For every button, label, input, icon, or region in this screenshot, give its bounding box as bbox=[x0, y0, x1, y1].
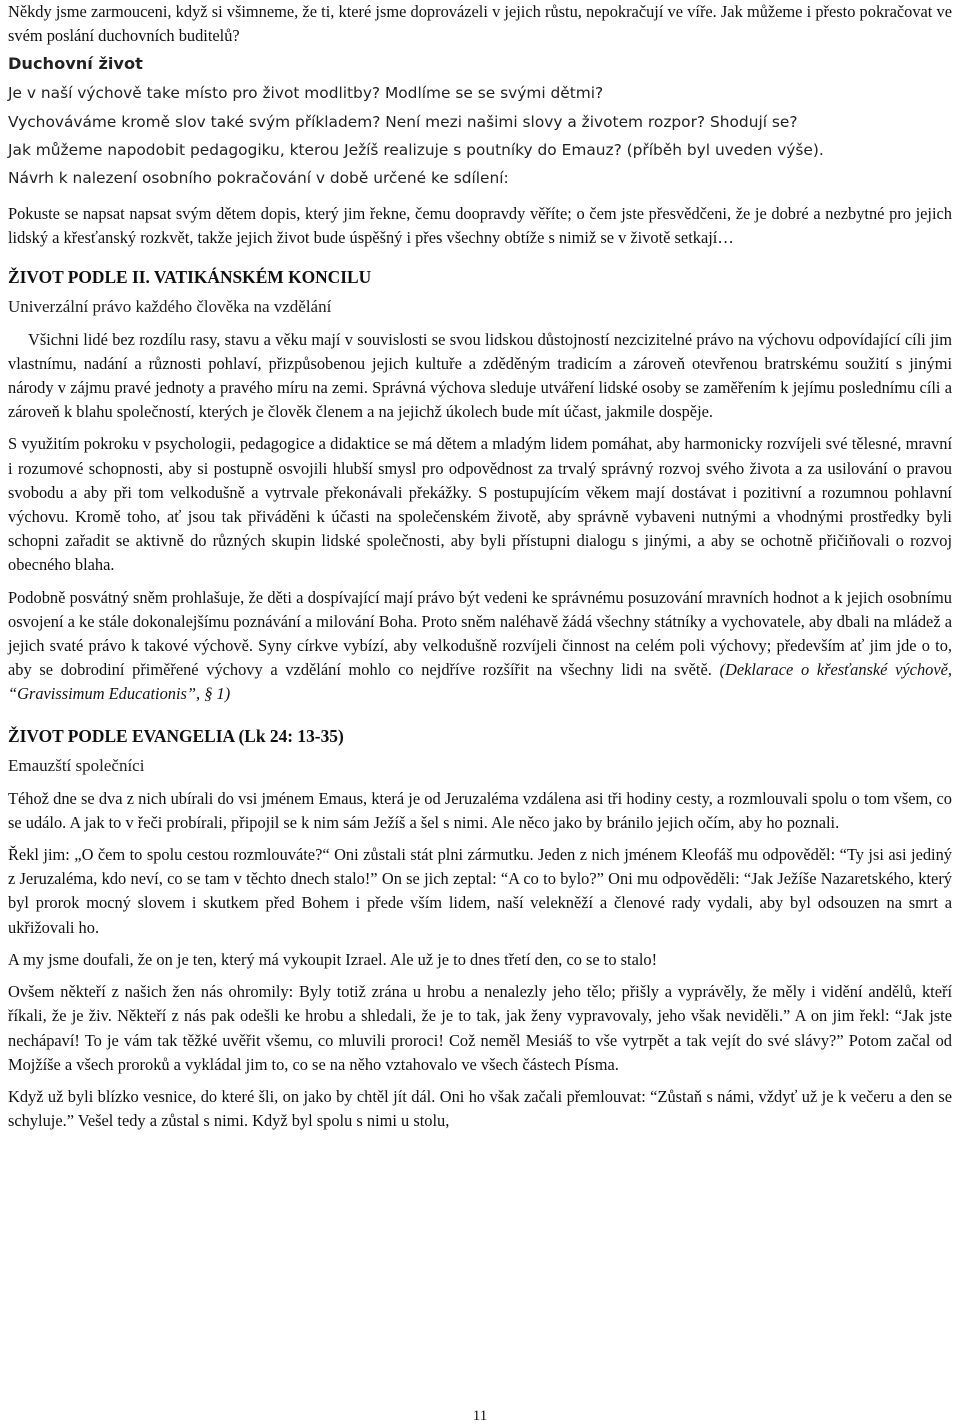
vatican-paragraph-1 bbox=[8, 328, 952, 425]
vatican-paragraph-2: S využitím pokroku v psychologii, pedagogice a didaktice se má dětem a mladým lidem pomáhat, aby harmonicky rozvíjeli své tělesné, mravní i rozumové schopnosti, aby si postupně osvojili hlubší smysl pro odpovědnost za trvalý správný rozvoj svého života a za usilování o pravou svobodu a aby při tom velkodušně a vytrvale překonávali překážky. S postupujícím věkem mají dostávat i pozitivní a rozumnou pohlavní výchovu. Kromě toho, ať jsou tak přiváděni k účasti na společenském životě, aby správně vybaveni nutnými a vhodnými prostředky byli schopni zařadit se aktivně do různých skupin lidské společnosti, aby byli přístupni dialogu s jinými, a aby se ochotně přičiňovali o rozvoj obecného blaha. bbox=[8, 434, 952, 575]
gospel-paragraph-3: A my jsme doufali, že on je ten, který má vykoupit Izrael. Ale už je to dnes třetí den, co se to stalo! bbox=[8, 949, 658, 969]
gospel-subheading: Emauzští společníci bbox=[8, 755, 145, 775]
spiritual-life-heading: Duchovní život bbox=[8, 54, 143, 74]
vatican-subheading: Univerzální právo každého člověka na vzdělání bbox=[8, 296, 332, 316]
gospel-paragraph-5: Když už byli blízko vesnice, do které šli, on jako by chtěl jít dál. Oni ho však začali přemlouvat: “Zůstaň s námi, vždyť už je k večeru a den se schyluje.” Vešel tedy a zůstal s nimi. Když byl spolu s nimi u stolu, bbox=[8, 1086, 952, 1131]
letter-suggestion-paragraph: Pokuste se napsat napsat svým dětem dopis, který jim řekne, čemu doopravdy věříte; o čem jste přesvědčeni, že je dobré a nezbytné pro jejich lidský a křesťanský rozkvět, takže jejich život bude úspěšný i přes všechny obtíže s nimiž se v životě setkají… bbox=[8, 204, 952, 248]
question-prayer: Je v naší výchově take místo pro život modlitby? Modlíme se se svými dětmi? bbox=[8, 84, 604, 103]
intro-paragraph: Někdy jsme zarmouceni, když si všimneme, že ti, které jsme doprovázeli v jejich růstu, nepokračují ve víře. Jak můžeme i přesto pokračovat ve svém poslání duchovních buditelů? bbox=[8, 2, 952, 46]
vatican-citation: (Deklarace o křesťanské výchově, “Gravissimum Educationis”, § 1) bbox=[8, 660, 952, 704]
question-example: Vychováváme kromě slov také svým příkladem? Není mezi našimi slovy a životem rozpor? Shodují se? bbox=[8, 112, 798, 131]
vatican-section-heading: ŽIVOT PODLE II. VATIKÁNSKÉM KONCILU bbox=[8, 266, 372, 287]
vatican-paragraph-3-text: Podobně posvátný sněm prohlašuje, že děti a dospívající mají právo být vedeni ke správnému posuzování mravních hodnot a k jejich osobnímu osvojení a ke stále dokonalejšímu poznávání a milování Boha. Proto sněm naléhavě žádá všechny státníky a vychovatele, aby dbali na mládež a jejich svaté právo k takové výchově. Syny církve vybízí, aby velkodušně rozvíjeli činnost na celém poli výchovy; především ať jim jde o to, aby se dobrodiní přiměřené výchovy a vzdělání mohlo co nejdříve rozšířit na všechny lidi na světě. bbox=[8, 587, 952, 680]
page-number: 11 bbox=[472, 1408, 488, 1424]
gospel-paragraph-4: Ovšem někteří z našich žen nás ohromily: Byly totiž zrána u hrobu a nenalezly jeho tělo; přišly a vyprávěly, že měly i vidění andělů, kteří říkali, že je živ. Někteří z nás pak odešli ke hrobu a shledali, že je to tak, jak ženy vypravovaly, jeho však neviděli.” A on jim řekl: “Jak jste nechápaví! To je vám tak těžké uvěřit všemu, co mluvili proroci! Což neměl Mesiáš to vše vytrpět a tak vejít do své slávy?” Potom začal od Mojžíše a všech proroků a vykládal jim to, co se na něho vztahovalo ve všech částech Písma. bbox=[8, 982, 952, 1074]
question-emmaus: Jak můžeme napodobit pedagogiku, kterou Ježíš realizuje s poutníky do Emauz? (příběh byl uveden výše). bbox=[8, 140, 824, 159]
sharing-proposal: Návrh k nalezení osobního pokračování v době určené ke sdílení: bbox=[8, 169, 509, 188]
gospel-section-heading: ŽIVOT PODLE EVANGELIA (Lk 24: 13-35) bbox=[8, 725, 344, 746]
vatican-paragraph-3 bbox=[8, 586, 952, 707]
gospel-paragraph-2: Řekl jim: „O čem to spolu cestou rozmlouváte?“ Oni zůstali stát plni zármutku. Jeden z nich jménem Kleofáš mu odpověděl: “Ty jsi asi jediný z Jeruzaléma, kdo neví, co se tam v těchto dnech stalo!” On se jich zeptal: “A co to bylo?” Oni mu odpověděli: “Jak Ježíše Nazaretského, který byl prorok mocný slovem i skutkem před Bohem i přede vším lidem, naší velekněží a členové rady vydali, aby byl odsouzen na smrt a ukřižovali ho. bbox=[8, 845, 952, 937]
gospel-paragraph-1: Téhož dne se dva z nich ubírali do vsi jménem Emaus, která je od Jeruzaléma vzdálena asi tři hodiny cesty, a rozmlouvali spolu o tom všem, co se událo. A jak to v řeči probírali, připojil se k nim sám Ježíš a šel s nimi. Ale něco jako by bránilo jejich očím, aby ho poznali. bbox=[8, 788, 952, 832]
document-page bbox=[8, 0, 952, 1133]
vatican-paragraph-1-text: Všichni lidé bez rozdílu rasy, stavu a věku mají v souvislosti se svou lidskou důstojností nezcizitelné právo na výchovu odpovídající cíli jim vlastnímu, nadání a různosti pohlaví, přizpůsobenou jejich kultuře a zděděným tradicím a zároveň otevřenou bratrskému soužití s jinými národy v zájmu pravé jednoty a pravého míru na zemi. Správná výchova sleduje utváření lidské osoby se zaměřením k jejímu poslednímu cíli a zároveň k blahu společností, kterých je člověk členem a na jejichž úkolech bude mít účast, jakmile dospěje. bbox=[8, 329, 952, 422]
